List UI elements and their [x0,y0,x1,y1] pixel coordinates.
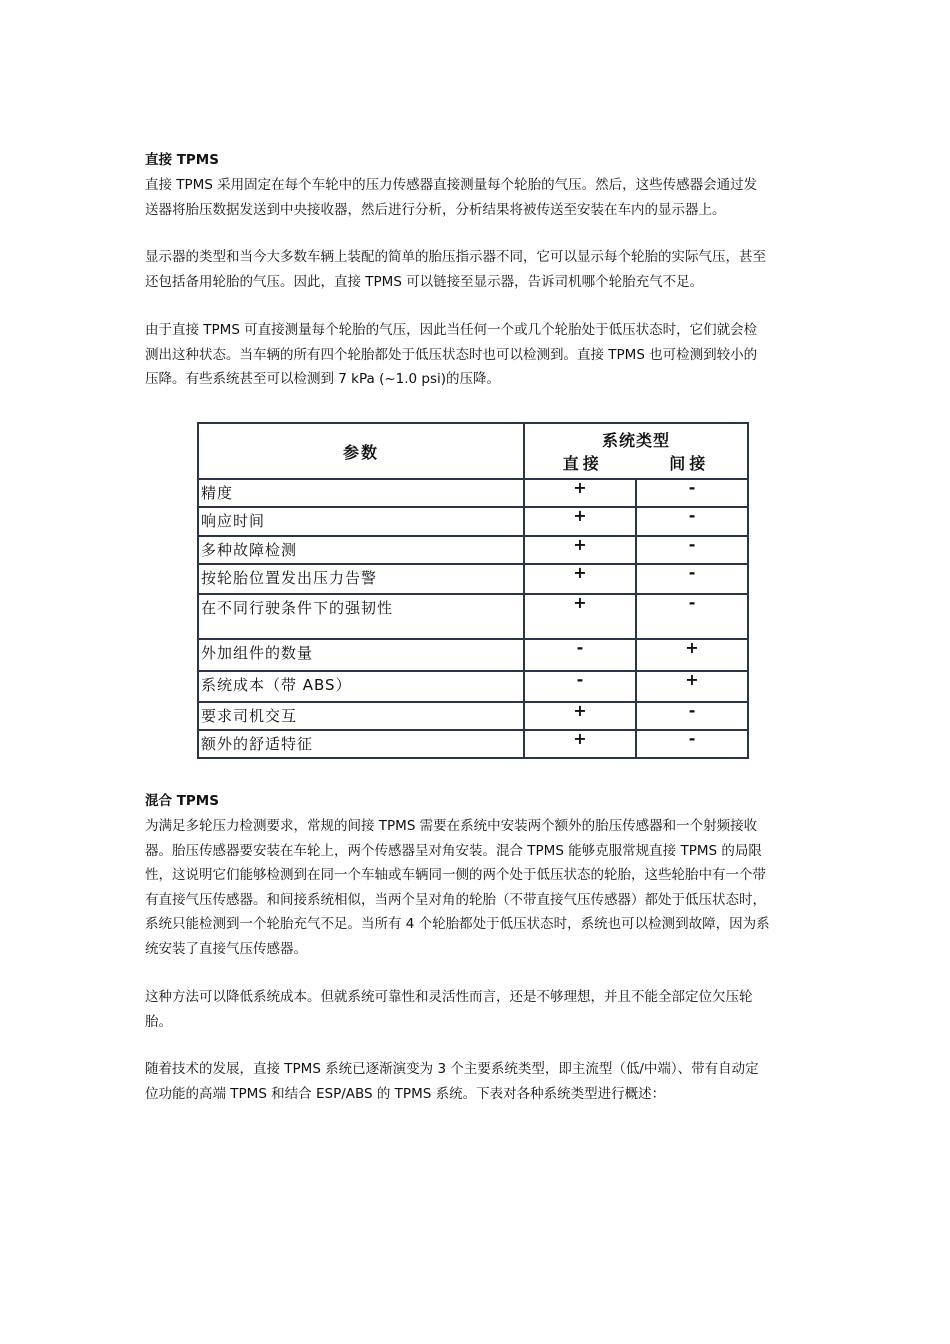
direct-mark: + [524,730,636,758]
row-label: 精度 [198,479,524,507]
row-label: 外加组件的数量 [198,639,524,671]
text-line: 胎。 [145,1013,172,1030]
direct-mark: + [524,507,636,535]
direct-mark: + [524,479,636,507]
paragraph-direct-1 [145,173,810,222]
indirect-mark: + [636,639,748,671]
system-type-header: 系统类型 [524,423,748,451]
indirect-mark: - [636,479,748,507]
paragraph-direct-3 [145,318,810,392]
indirect-header: 间接 [669,454,710,474]
row-label: 系统成本（带 ABS） [198,671,524,701]
heading-direct-tpms: 直接 TPMS [145,152,219,168]
table-row [198,564,748,594]
indirect-mark: - [636,564,748,594]
text-line: 还包括备用轮胎的气压。因此，直接 TPMS 可以链接至显示器，告诉司机哪个轮胎充气不足。 [145,273,704,290]
paragraph-hybrid-2 [145,985,810,1034]
text-line: 位功能的高端 TPMS 和结合 ESP/ABS 的 TPMS 系统。下表对各种系统类型进行概述： [145,1085,666,1102]
text-line: 测出这种状态。当车辆的所有四个轮胎都处于低压状态时也可以检测到。直接 TPMS 也可检测到较小的 [145,346,758,363]
text-line: 直接 TPMS 采用固定在每个车轮中的压力传感器直接测量每个轮胎的气压。然后，这些传感器会通过发 [145,177,758,193]
indirect-mark: + [636,671,748,701]
indirect-mark: - [636,507,748,535]
row-label: 多种故障检测 [198,536,524,564]
text-line: 这种方法可以降低系统成本。但就系统可靠性和灵活性而言，还是不够理想，并且不能全部定位欠压轮 [145,989,753,1005]
table-row [198,702,748,730]
direct-mark: + [524,702,636,730]
paragraph-direct-2 [145,245,810,294]
direct-mark: - [524,671,636,701]
table-row [198,730,748,758]
text-line: 统安装了直接气压传感器。 [145,940,307,957]
text-line: 器。胎压传感器要安装在车轮上，两个传感器呈对角安装。混合 TPMS 能够克服常规直接 TPMS 的局限 [145,842,762,859]
indirect-mark: - [636,536,748,564]
text-line: 压降。有些系统甚至可以检测到 7 kPa (~1.0 psi)的压降。 [145,371,501,387]
table-row [198,479,748,507]
row-label: 按轮胎位置发出压力告警 [198,564,524,594]
table-row [198,639,748,671]
direct-mark: - [524,639,636,671]
comparison-table [197,422,749,759]
row-label: 响应时间 [198,507,524,535]
paragraph-hybrid-1 [145,814,810,961]
row-label: 在不同行驶条件下的强韧性 [198,594,524,639]
indirect-mark: - [636,730,748,758]
direct-mark: + [524,594,636,639]
param-header: 参数 [198,423,524,479]
direct-header: 直接 [562,454,603,474]
table-row [198,594,748,639]
table-row [198,536,748,564]
text-line: 随着技术的发展，直接 TPMS 系统已逐渐演变为 3 个主要系统类型，即主流型（低/中端）、带有自动定 [145,1061,759,1077]
text-line: 有直接气压传感器。和间接系统相似，当两个呈对角的轮胎（不带直接气压传感器）都处于低压状态时， [145,891,766,908]
row-label: 要求司机交互 [198,702,524,730]
text-line: 显示器的类型和当今大多数车辆上装配的简单的胎压指示器不同，它可以显示每个轮胎的实际气压，甚至 [145,249,766,265]
heading-hybrid-tpms: 混合 TPMS [145,793,219,809]
direct-mark: + [524,536,636,564]
paragraph-hybrid-3 [145,1057,810,1106]
row-label: 额外的舒适特征 [198,730,524,758]
text-line: 送器将胎压数据发送到中央接收器，然后进行分析，分析结果将被传送至安装在车内的显示器上。 [145,201,726,218]
direct-mark: + [524,564,636,594]
text-line: 为满足多轮压力检测要求，常规的间接 TPMS 需要在系统中安装两个额外的胎压传感器和一个射频接收 [145,818,758,834]
indirect-mark: - [636,594,748,639]
table-row [198,507,748,535]
table-row [198,671,748,701]
indirect-mark: - [636,702,748,730]
system-subheader [524,451,748,479]
text-line: 由于直接 TPMS 可直接测量每个轮胎的气压，因此当任何一个或几个轮胎处于低压状态时，它们就会检 [145,322,758,338]
text-line: 性，这说明它们能够检测到在同一个车轴或车辆同一侧的两个处于低压状态的轮胎，这些轮胎中有一个带 [145,867,766,883]
text-line: 系统只能检测到一个轮胎充气不足。当所有 4 个轮胎都处于低压状态时，系统也可以检测到故障，因为系 [145,916,770,932]
